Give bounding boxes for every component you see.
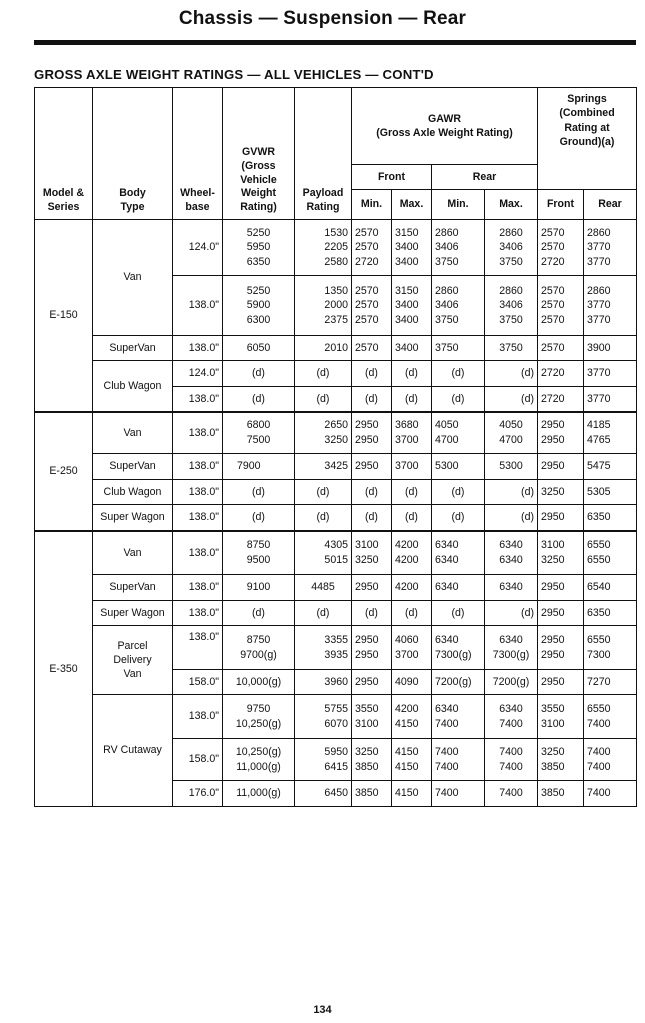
wheelbase-cell: 138.0" xyxy=(173,505,223,531)
springs-rear-cell: 7400 xyxy=(584,781,637,807)
front-max-cell: 3680 3700 xyxy=(392,412,432,454)
table-row xyxy=(35,626,637,670)
body-cell: SuperVan xyxy=(93,575,173,601)
title-rule xyxy=(34,40,636,45)
front-min-cell: (d) xyxy=(352,601,392,626)
rear-max-cell: 6340 7400 xyxy=(485,695,538,739)
front-min-cell: 3250 3850 xyxy=(352,739,392,781)
front-min-cell: 3100 3250 xyxy=(352,531,392,575)
payload-cell: 3960 xyxy=(295,670,352,695)
front-max-cell: (d) xyxy=(392,505,432,531)
payload-cell: (d) xyxy=(295,361,352,387)
body-cell: Parcel Delivery Van xyxy=(93,626,173,695)
front-max-cell: 4090 xyxy=(392,670,432,695)
springs-front-cell: 2950 xyxy=(538,575,584,601)
col-header-front-max: Max. xyxy=(392,190,432,220)
springs-rear-cell: 6540 xyxy=(584,575,637,601)
col-header-springs-rear: Rear xyxy=(584,190,637,220)
springs-front-cell: 2950 2950 xyxy=(538,412,584,454)
table-row xyxy=(35,336,637,361)
page-title: Chassis — Suspension — Rear xyxy=(178,8,467,29)
table-row xyxy=(35,412,637,454)
body-cell: Van xyxy=(93,220,173,336)
rear-max-cell: 4050 4700 xyxy=(485,412,538,454)
springs-front-cell: 2570 2570 2570 xyxy=(538,276,584,336)
wheelbase-cell: 138.0" xyxy=(173,695,223,739)
springs-front-cell: 3550 3100 xyxy=(538,695,584,739)
col-header-gvwr: GVWR (Gross Vehicle Weight Rating) xyxy=(223,88,295,220)
gvwr-cell: (d) xyxy=(223,601,295,626)
model-cell: E-350 xyxy=(35,531,93,807)
springs-rear-cell: 6550 6550 xyxy=(584,531,637,575)
gvwr-cell: 5250 5950 6350 xyxy=(223,220,295,276)
front-min-cell: 2950 xyxy=(352,670,392,695)
wheelbase-cell: 124.0" xyxy=(173,361,223,387)
springs-front-cell: 2950 xyxy=(538,454,584,480)
front-max-cell: 4200 4200 xyxy=(392,531,432,575)
springs-rear-cell: 4185 4765 xyxy=(584,412,637,454)
springs-rear-cell: 3770 xyxy=(584,361,637,387)
gvwr-cell: 8750 9700(g) xyxy=(223,626,295,670)
rear-min-cell: 5300 xyxy=(432,454,485,480)
rear-max-cell: (d) xyxy=(485,505,538,531)
gvwr-cell: 8750 9500 xyxy=(223,531,295,575)
body-cell: Club Wagon xyxy=(93,480,173,505)
front-min-cell: 2570 2570 2570 xyxy=(352,276,392,336)
payload-cell: 5755 6070 xyxy=(295,695,352,739)
front-max-cell: 4150 xyxy=(392,781,432,807)
front-max-cell: 4200 xyxy=(392,575,432,601)
front-max-cell: 3150 3400 3400 xyxy=(392,220,432,276)
col-header-springs: Springs (Combined Rating at Ground)(a) xyxy=(538,88,637,190)
wheelbase-cell: 138.0" xyxy=(173,575,223,601)
rear-max-cell: 6340 7300(g) xyxy=(485,626,538,670)
payload-cell: 4485 xyxy=(295,575,352,601)
col-header-model-series: Model & Series xyxy=(35,88,93,220)
front-max-cell: 4150 4150 xyxy=(392,739,432,781)
springs-front-cell: 2950 2950 xyxy=(538,626,584,670)
rear-min-cell: 6340 7400 xyxy=(432,695,485,739)
payload-cell: (d) xyxy=(295,480,352,505)
body-cell: Van xyxy=(93,412,173,454)
table-row xyxy=(35,220,637,276)
rear-min-cell: (d) xyxy=(432,601,485,626)
gvwr-cell: 5250 5900 6300 xyxy=(223,276,295,336)
front-min-cell: (d) xyxy=(352,505,392,531)
springs-rear-cell: 6550 7400 xyxy=(584,695,637,739)
springs-rear-cell: 7400 7400 xyxy=(584,739,637,781)
table-row xyxy=(35,454,637,480)
rear-min-cell: 4050 4700 xyxy=(432,412,485,454)
rear-max-cell: 7400 7400 xyxy=(485,739,538,781)
rear-max-cell: (d) xyxy=(485,480,538,505)
col-header-gawr: GAWR (Gross Axle Weight Rating) xyxy=(352,88,538,165)
table-row xyxy=(35,480,637,505)
col-header-springs-front: Front xyxy=(538,190,584,220)
front-min-cell: 3550 3100 xyxy=(352,695,392,739)
wheelbase-cell: 138.0" xyxy=(173,601,223,626)
body-cell: Club Wagon xyxy=(93,361,173,412)
gvwr-cell: (d) xyxy=(223,387,295,412)
springs-rear-cell: 7270 xyxy=(584,670,637,695)
springs-rear-cell: 5475 xyxy=(584,454,637,480)
payload-cell: (d) xyxy=(295,387,352,412)
springs-rear-cell: 6350 xyxy=(584,601,637,626)
gvwr-cell: 9100 xyxy=(223,575,295,601)
wheelbase-cell: 124.0" xyxy=(173,220,223,276)
payload-cell: 4305 5015 xyxy=(295,531,352,575)
table-row xyxy=(35,531,637,575)
rear-max-cell: 3750 xyxy=(485,336,538,361)
payload-cell: 1350 2000 2375 xyxy=(295,276,352,336)
springs-rear-cell: 6350 xyxy=(584,505,637,531)
rear-min-cell: (d) xyxy=(432,480,485,505)
wheelbase-cell: 138.0" xyxy=(173,412,223,454)
front-max-cell: (d) xyxy=(392,601,432,626)
springs-rear-cell: 2860 3770 3770 xyxy=(584,220,637,276)
payload-cell: 2010 xyxy=(295,336,352,361)
rear-max-cell: 6340 xyxy=(485,575,538,601)
springs-front-cell: 3850 xyxy=(538,781,584,807)
front-min-cell: (d) xyxy=(352,480,392,505)
wheelbase-cell: 138.0" xyxy=(173,531,223,575)
springs-rear-cell: 5305 xyxy=(584,480,637,505)
front-min-cell: (d) xyxy=(352,387,392,412)
front-min-cell: 2950 2950 xyxy=(352,626,392,670)
body-cell: Van xyxy=(93,531,173,575)
front-max-cell: (d) xyxy=(392,480,432,505)
col-header-rear-max: Max. xyxy=(485,190,538,220)
wheelbase-cell: 138.0" xyxy=(173,387,223,412)
rear-min-cell: (d) xyxy=(432,505,485,531)
gvwr-cell: (d) xyxy=(223,480,295,505)
rear-min-cell: 6340 7300(g) xyxy=(432,626,485,670)
payload-cell: 6450 xyxy=(295,781,352,807)
front-max-cell: 3700 xyxy=(392,454,432,480)
rear-max-cell: 2860 3406 3750 xyxy=(485,220,538,276)
rear-min-cell: (d) xyxy=(432,361,485,387)
springs-front-cell: 3250 3850 xyxy=(538,739,584,781)
rear-max-cell: 6340 6340 xyxy=(485,531,538,575)
front-min-cell: 2570 xyxy=(352,336,392,361)
wheelbase-cell: 138.0" xyxy=(173,626,223,670)
front-min-cell: 2950 xyxy=(352,454,392,480)
payload-cell: 1530 2205 2580 xyxy=(295,220,352,276)
gvwr-cell: (d) xyxy=(223,505,295,531)
rear-min-cell: 2860 3406 3750 xyxy=(432,220,485,276)
rear-max-cell: (d) xyxy=(485,601,538,626)
gawr-table xyxy=(34,87,637,807)
rear-max-cell: (d) xyxy=(485,387,538,412)
springs-rear-cell: 2860 3770 3770 xyxy=(584,276,637,336)
payload-cell: 3355 3935 xyxy=(295,626,352,670)
front-min-cell: 2950 xyxy=(352,575,392,601)
payload-cell: 5950 6415 xyxy=(295,739,352,781)
table-row xyxy=(35,601,637,626)
front-max-cell: (d) xyxy=(392,387,432,412)
col-header-front-min: Min. xyxy=(352,190,392,220)
wheelbase-cell: 158.0" xyxy=(173,670,223,695)
springs-front-cell: 2950 xyxy=(538,505,584,531)
front-min-cell: 2950 2950 xyxy=(352,412,392,454)
springs-front-cell: 3100 3250 xyxy=(538,531,584,575)
rear-min-cell: 6340 xyxy=(432,575,485,601)
table-row xyxy=(35,575,637,601)
springs-rear-cell: 6550 7300 xyxy=(584,626,637,670)
col-header-front: Front xyxy=(352,165,432,190)
springs-front-cell: 2950 xyxy=(538,601,584,626)
col-header-rear-min: Min. xyxy=(432,190,485,220)
front-min-cell: 2570 2570 2720 xyxy=(352,220,392,276)
rear-min-cell: 7400 xyxy=(432,781,485,807)
page-number: 134 xyxy=(313,1004,332,1016)
body-cell: Super Wagon xyxy=(93,601,173,626)
body-cell: RV Cutaway xyxy=(93,695,173,807)
gvwr-cell: 6800 7500 xyxy=(223,412,295,454)
front-max-cell: (d) xyxy=(392,361,432,387)
rear-min-cell: (d) xyxy=(432,387,485,412)
springs-front-cell: 2570 2570 2720 xyxy=(538,220,584,276)
section-title: GROSS AXLE WEIGHT RATINGS — ALL VEHICLES — CONT'D xyxy=(34,67,434,82)
body-cell: SuperVan xyxy=(93,454,173,480)
front-min-cell: 3850 xyxy=(352,781,392,807)
col-header-payload: Payload Rating xyxy=(295,88,352,220)
header-row-1 xyxy=(35,88,637,165)
rear-min-cell: 6340 6340 xyxy=(432,531,485,575)
table-row xyxy=(35,505,637,531)
rear-max-cell: (d) xyxy=(485,361,538,387)
model-cell: E-150 xyxy=(35,220,93,412)
payload-cell: (d) xyxy=(295,505,352,531)
springs-front-cell: 2570 xyxy=(538,336,584,361)
front-min-cell: (d) xyxy=(352,361,392,387)
front-max-cell: 4200 4150 xyxy=(392,695,432,739)
springs-front-cell: 3250 xyxy=(538,480,584,505)
gvwr-cell: 10,250(g) 11,000(g) xyxy=(223,739,295,781)
springs-front-cell: 2950 xyxy=(538,670,584,695)
front-max-cell: 3150 3400 3400 xyxy=(392,276,432,336)
wheelbase-cell: 176.0" xyxy=(173,781,223,807)
wheelbase-cell: 158.0" xyxy=(173,739,223,781)
col-header-wheelbase: Wheel- base xyxy=(173,88,223,220)
gvwr-cell: (d) xyxy=(223,361,295,387)
table-row xyxy=(35,361,637,387)
col-header-rear: Rear xyxy=(432,165,538,190)
wheelbase-cell: 138.0" xyxy=(173,276,223,336)
front-max-cell: 4060 3700 xyxy=(392,626,432,670)
gvwr-cell: 6050 xyxy=(223,336,295,361)
rear-max-cell: 7400 xyxy=(485,781,538,807)
gvwr-cell: 11,000(g) xyxy=(223,781,295,807)
wheelbase-cell: 138.0" xyxy=(173,336,223,361)
gvwr-cell: 7900 xyxy=(223,454,295,480)
wheelbase-cell: 138.0" xyxy=(173,454,223,480)
gvwr-cell: 10,000(g) xyxy=(223,670,295,695)
springs-rear-cell: 3770 xyxy=(584,387,637,412)
body-cell: Super Wagon xyxy=(93,505,173,531)
rear-min-cell: 7400 7400 xyxy=(432,739,485,781)
springs-rear-cell: 3900 xyxy=(584,336,637,361)
payload-cell: 3425 xyxy=(295,454,352,480)
springs-front-cell: 2720 xyxy=(538,361,584,387)
model-cell: E-250 xyxy=(35,412,93,531)
rear-min-cell: 2860 3406 3750 xyxy=(432,276,485,336)
body-cell: SuperVan xyxy=(93,336,173,361)
rear-max-cell: 7200(g) xyxy=(485,670,538,695)
wheelbase-cell: 138.0" xyxy=(173,480,223,505)
rear-min-cell: 7200(g) xyxy=(432,670,485,695)
payload-cell: 2650 3250 xyxy=(295,412,352,454)
rear-min-cell: 3750 xyxy=(432,336,485,361)
rear-max-cell: 2860 3406 3750 xyxy=(485,276,538,336)
col-header-body-type: Body Type xyxy=(93,88,173,220)
payload-cell: (d) xyxy=(295,601,352,626)
springs-front-cell: 2720 xyxy=(538,387,584,412)
rear-max-cell: 5300 xyxy=(485,454,538,480)
table-row xyxy=(35,695,637,739)
gvwr-cell: 9750 10,250(g) xyxy=(223,695,295,739)
front-max-cell: 3400 xyxy=(392,336,432,361)
